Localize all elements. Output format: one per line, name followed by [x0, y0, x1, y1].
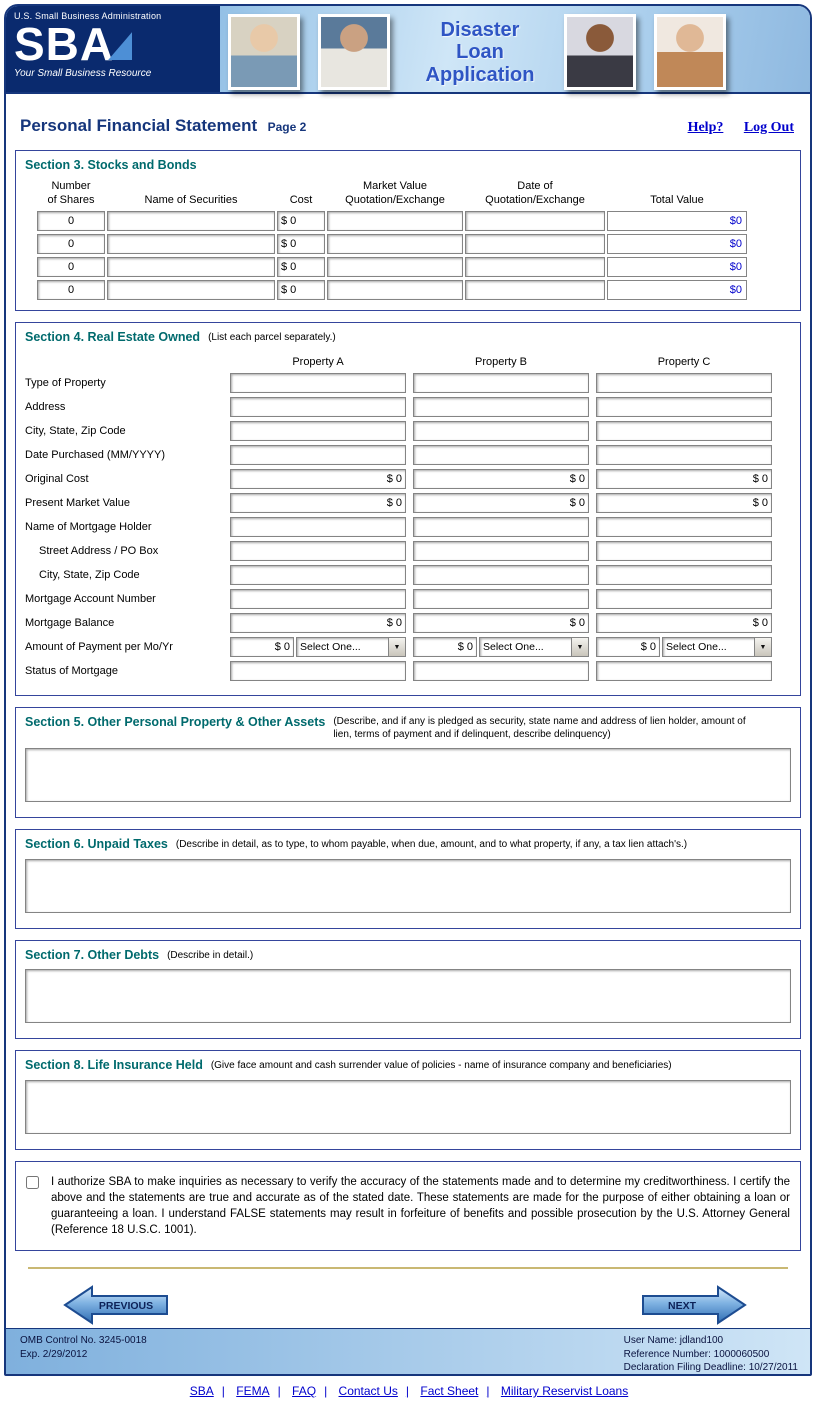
- present-market-value-input-b[interactable]: [413, 493, 589, 513]
- total-value-cell-2: $0: [607, 234, 747, 254]
- selected-option-label: Select One...: [483, 641, 544, 653]
- market-value-input-1[interactable]: [327, 211, 463, 231]
- dropdown-arrow-icon[interactable]: ▼: [754, 638, 771, 656]
- section6-title: Section 6. Unpaid Taxes: [25, 837, 168, 851]
- agency-name: U.S. Small Business Administration: [14, 11, 162, 21]
- selected-option-label: Select One...: [300, 641, 361, 653]
- section3-stocks-and-bonds: [15, 150, 801, 311]
- mortgage-holder-input-c[interactable]: [596, 517, 772, 537]
- stocks-row-3: [37, 257, 791, 277]
- section6-unpaid-taxes: [15, 829, 801, 929]
- link-separator: |: [324, 1384, 328, 1398]
- original-cost-input-c[interactable]: [596, 469, 772, 489]
- authorization-text: I authorize SBA to make inquiries as necessary to verify the accuracy of the statements made and to determine my creditworthiness. I certify the above and the statements are true and accurate as of the stated date. These statements are made for the purpose of either obtaining a loan or guaranteeing a loan. I understand FALSE statements may result in forfeiture of benefits and possible prosecution by the U.S. Attorney General (Reference 18 U.S.C. 1001).: [51, 1175, 790, 1236]
- original-cost-input-a[interactable]: [230, 469, 406, 489]
- next-button[interactable]: [640, 1283, 748, 1327]
- section5-title: Section 5. Other Personal Property & Other Assets: [25, 715, 326, 729]
- section3-title: Section 3. Stocks and Bonds: [25, 158, 197, 172]
- omb-expiration: Exp. 2/29/2012: [20, 1348, 88, 1360]
- securities-name-input-3[interactable]: [107, 257, 275, 277]
- holder-city-state-zip-input-b[interactable]: [413, 565, 589, 585]
- total-value-cell-1: $0: [607, 211, 747, 231]
- filing-deadline: Declaration Filing Deadline: 10/27/2011: [623, 1362, 798, 1373]
- field-label: Present Market Value: [25, 497, 130, 509]
- bottom-links: [0, 1384, 818, 1398]
- row-date-purchased: [25, 445, 791, 465]
- header-photo-1: [228, 14, 300, 90]
- row-holder-street-address: [25, 541, 791, 561]
- mortgage-account-number-input-b[interactable]: [413, 589, 589, 609]
- securities-name-input-4[interactable]: [107, 280, 275, 300]
- col-header-line: Market Value: [363, 180, 427, 192]
- col-header-shares: [37, 180, 105, 208]
- col-header-market-value: [327, 180, 463, 208]
- row-present-market-value: [25, 493, 791, 513]
- payment-frequency-select-b[interactable]: [479, 637, 589, 657]
- app-title-line: Loan: [456, 41, 504, 64]
- date-purchased-input-c[interactable]: [596, 445, 772, 465]
- header-photo-2: [318, 14, 390, 90]
- date-purchased-input-a[interactable]: [230, 445, 406, 465]
- omb-control-number: OMB Control No. 3245-0018: [20, 1335, 147, 1346]
- row-mortgage-balance: [25, 613, 791, 633]
- payment-amount-input-a[interactable]: [230, 637, 294, 657]
- life-insurance-textarea[interactable]: [25, 1080, 791, 1134]
- sba-logo-panel: [6, 6, 220, 92]
- address-input-b[interactable]: [413, 397, 589, 417]
- footer-link-military-reservist-loans[interactable]: Military Reservist Loans: [500, 1384, 629, 1398]
- section7-other-debts: [15, 940, 801, 1040]
- col-header-line: Number: [51, 180, 91, 192]
- city-state-zip-input-b[interactable]: [413, 421, 589, 441]
- city-state-zip-input-a[interactable]: [230, 421, 406, 441]
- mortgage-status-input-a[interactable]: [230, 661, 406, 681]
- quotation-date-input-1[interactable]: [465, 211, 605, 231]
- row-address: [25, 397, 791, 417]
- dropdown-arrow-icon[interactable]: ▼: [571, 638, 588, 656]
- photo-image: [567, 17, 633, 87]
- col-header-line: Date of: [517, 180, 553, 192]
- cost-input-2[interactable]: [277, 234, 325, 254]
- app-title: [399, 19, 561, 86]
- section5-note: (Describe, and if any is pledged as security, state name and address of lien holder, amount of lien, terms of payment and if delinquent, describe delinquency): [333, 716, 746, 740]
- city-state-zip-input-c[interactable]: [596, 421, 772, 441]
- mortgage-balance-input-c[interactable]: [596, 613, 772, 633]
- mortgage-balance-input-a[interactable]: [230, 613, 406, 633]
- mortgage-holder-input-a[interactable]: [230, 517, 406, 537]
- photo-image: [231, 17, 297, 87]
- next-button-label: NEXT: [667, 1299, 697, 1312]
- col-header-line: Quotation/Exchange: [345, 193, 445, 206]
- selected-option-label: Select One...: [666, 641, 727, 653]
- header-photo-4: [654, 14, 726, 90]
- sba-tagline: Your Small Business Resource: [14, 68, 152, 79]
- col-header-line: Quotation/Exchange: [485, 193, 585, 206]
- previous-button[interactable]: [62, 1283, 170, 1327]
- address-input-a[interactable]: [230, 397, 406, 417]
- holder-city-state-zip-input-a[interactable]: [230, 565, 406, 585]
- shares-input-1[interactable]: [37, 211, 105, 231]
- quotation-date-input-3[interactable]: [465, 257, 605, 277]
- field-label: Amount of Payment per Mo/Yr: [25, 641, 173, 653]
- mortgage-status-input-b[interactable]: [413, 661, 589, 681]
- date-purchased-input-b[interactable]: [413, 445, 589, 465]
- stocks-row-4: [37, 280, 791, 300]
- field-label: City, State, Zip Code: [25, 425, 126, 437]
- cost-input-4[interactable]: [277, 280, 325, 300]
- page-title-bar: [6, 94, 810, 150]
- footer-link-faq[interactable]: FAQ: [292, 1384, 317, 1398]
- type-of-property-input-b[interactable]: [413, 373, 589, 393]
- footer-link-fema[interactable]: FEMA: [236, 1384, 270, 1398]
- property-b-header: Property B: [475, 356, 527, 368]
- reference-number: Reference Number: 1000060500: [623, 1348, 770, 1360]
- section8-life-insurance-held: [15, 1050, 801, 1150]
- footer-link-fact-sheet[interactable]: Fact Sheet: [420, 1384, 479, 1398]
- link-separator: |: [277, 1384, 281, 1398]
- holder-street-address-input-c[interactable]: [596, 541, 772, 561]
- unpaid-taxes-textarea[interactable]: [25, 859, 791, 913]
- quotation-date-input-4[interactable]: [465, 280, 605, 300]
- stocks-row-1: [37, 211, 791, 231]
- other-debts-textarea[interactable]: [25, 969, 791, 1023]
- row-mortgage-account-number: [25, 589, 791, 609]
- row-mortgage-holder: [25, 517, 791, 537]
- field-label: Street Address / PO Box: [39, 545, 159, 557]
- property-c-header: Property C: [657, 356, 711, 368]
- link-separator: |: [486, 1384, 490, 1398]
- col-header-cost: [277, 180, 325, 208]
- logout-link[interactable]: Log Out: [743, 120, 794, 135]
- field-label: Address: [25, 401, 66, 413]
- holder-street-address-input-b[interactable]: [413, 541, 589, 561]
- navigation-row: [6, 1275, 810, 1327]
- link-separator: |: [221, 1384, 225, 1398]
- mortgage-status-input-c[interactable]: [596, 661, 772, 681]
- field-label: Status of Mortgage: [25, 665, 118, 677]
- section8-title: Section 8. Life Insurance Held: [25, 1058, 203, 1072]
- divider-rule: [28, 1267, 788, 1269]
- row-status-of-mortgage: [25, 661, 791, 681]
- payment-frequency-select-a[interactable]: [296, 637, 406, 657]
- footer-link-contact-us[interactable]: Contact Us: [338, 1384, 398, 1398]
- market-value-input-2[interactable]: [327, 234, 463, 254]
- shares-input-2[interactable]: [37, 234, 105, 254]
- mortgage-account-number-input-a[interactable]: [230, 589, 406, 609]
- shares-input-3[interactable]: [37, 257, 105, 277]
- property-column-headers: [25, 356, 791, 368]
- row-city-state-zip: [25, 421, 791, 441]
- application-window: [4, 4, 812, 1376]
- quotation-date-input-2[interactable]: [465, 234, 605, 254]
- stocks-table-header: [37, 180, 791, 208]
- col-header-line: Total Value: [650, 193, 704, 206]
- mortgage-account-number-input-c[interactable]: [596, 589, 772, 609]
- field-label: Type of Property: [25, 377, 106, 389]
- col-header-line: of Shares: [47, 193, 95, 206]
- present-market-value-input-a[interactable]: [230, 493, 406, 513]
- col-header-securities: [107, 180, 275, 208]
- section5-other-personal-property: [15, 707, 801, 818]
- photo-image: [657, 17, 723, 87]
- holder-street-address-input-a[interactable]: [230, 541, 406, 561]
- field-label: Mortgage Account Number: [25, 593, 156, 605]
- dropdown-arrow-icon[interactable]: ▼: [388, 638, 405, 656]
- property-a-header: Property A: [292, 356, 344, 368]
- help-link[interactable]: Help?: [687, 120, 724, 135]
- page-title: Personal Financial Statement: [20, 116, 258, 135]
- header-photo-3: [564, 14, 636, 90]
- securities-name-input-2[interactable]: [107, 234, 275, 254]
- footer-bar: [6, 1328, 810, 1374]
- type-of-property-input-c[interactable]: [596, 373, 772, 393]
- col-header-line: Name of Securities: [144, 193, 238, 206]
- previous-button-label: PREVIOUS: [98, 1299, 154, 1312]
- cost-input-1[interactable]: [277, 211, 325, 231]
- authorization-section: [15, 1161, 801, 1251]
- field-label: Date Purchased (MM/YYYY): [25, 449, 165, 461]
- market-value-input-4[interactable]: [327, 280, 463, 300]
- type-of-property-input-a[interactable]: [230, 373, 406, 393]
- holder-city-state-zip-input-c[interactable]: [596, 565, 772, 585]
- section7-title: Section 7. Other Debts: [25, 947, 160, 962]
- payment-amount-input-c[interactable]: [596, 637, 660, 657]
- market-value-input-3[interactable]: [327, 257, 463, 277]
- field-label: Original Cost: [25, 473, 89, 485]
- sba-logo: SBA: [14, 18, 115, 70]
- row-holder-city-state-zip: [25, 565, 791, 585]
- section4-real-estate-owned: [15, 322, 801, 697]
- authorization-checkbox[interactable]: [26, 1176, 39, 1189]
- section4-title: Section 4. Real Estate Owned: [25, 329, 201, 344]
- shares-input-4[interactable]: [37, 280, 105, 300]
- app-title-line: Disaster: [440, 19, 520, 41]
- photo-image: [321, 17, 387, 87]
- page-number: Page 2: [267, 120, 307, 134]
- payment-amount-input-b[interactable]: [413, 637, 477, 657]
- mortgage-holder-input-b[interactable]: [413, 517, 589, 537]
- securities-name-input-1[interactable]: [107, 211, 275, 231]
- col-header-line: Cost: [289, 193, 313, 206]
- field-label: Name of Mortgage Holder: [25, 521, 152, 533]
- original-cost-input-b[interactable]: [413, 469, 589, 489]
- app-title-line: Application: [425, 63, 535, 86]
- row-original-cost: [25, 469, 791, 489]
- total-value-cell-3: $0: [607, 257, 747, 277]
- section6-note: (Describe in detail, as to type, to whom payable, when due, amount, and to what property, if any, a tax lien attach's.): [175, 839, 688, 850]
- section8-note: (Give face amount and cash surrender value of policies - name of insurance company and beneficiaries): [210, 1060, 672, 1071]
- present-market-value-input-c[interactable]: [596, 493, 772, 513]
- cost-input-3[interactable]: [277, 257, 325, 277]
- other-assets-textarea[interactable]: [25, 748, 791, 802]
- section4-note: (List each parcel separately.): [208, 331, 336, 343]
- col-header-total-value: [607, 180, 747, 208]
- row-type-of-property: [25, 373, 791, 393]
- stocks-row-2: [37, 234, 791, 254]
- header-banner: [6, 6, 810, 94]
- address-input-c[interactable]: [596, 397, 772, 417]
- link-separator: |: [405, 1384, 410, 1398]
- footer-link-sba[interactable]: SBA: [189, 1384, 214, 1398]
- section7-note: (Describe in detail.): [167, 949, 254, 961]
- payment-frequency-select-c[interactable]: [662, 637, 772, 657]
- user-name: User Name: jdland100: [623, 1335, 724, 1346]
- field-label: City, State, Zip Code: [39, 569, 140, 581]
- total-value-cell-4: $0: [607, 280, 747, 300]
- col-header-quotation-date: [465, 180, 605, 208]
- field-label: Mortgage Balance: [25, 617, 115, 629]
- mortgage-balance-input-b[interactable]: [413, 613, 589, 633]
- row-payment-per-mo-yr: [25, 637, 791, 657]
